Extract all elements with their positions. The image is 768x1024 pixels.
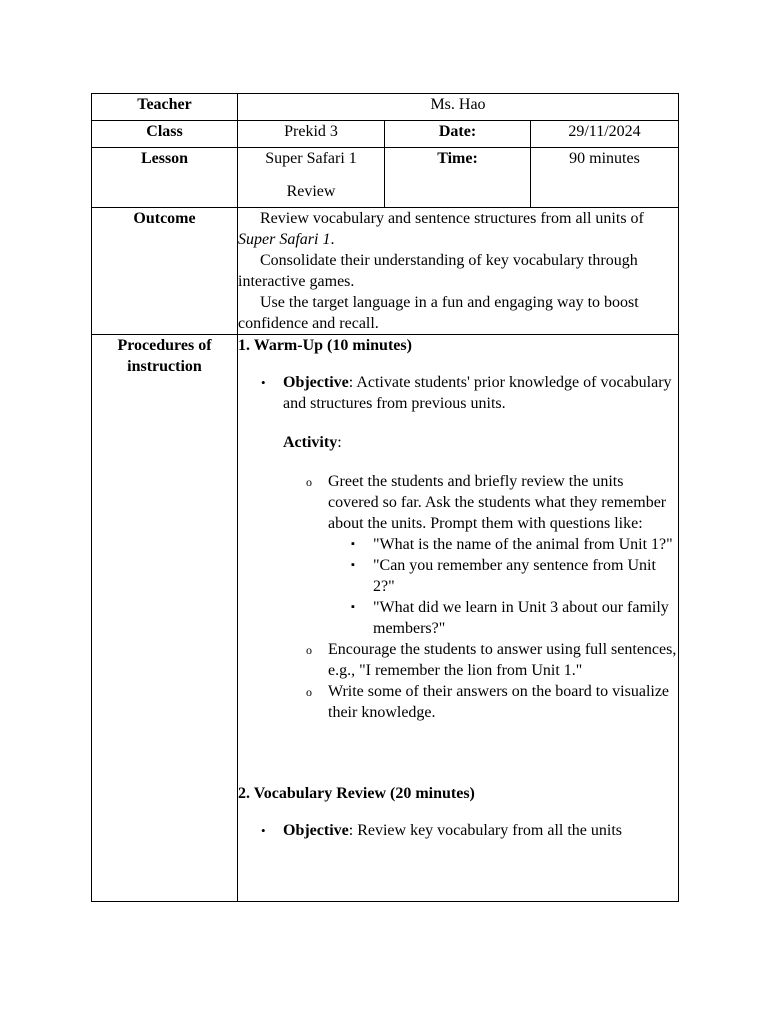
activity-step: o Write some of their answers on the board to visualize their knowledge.	[328, 681, 678, 723]
time-value: 90 minutes	[531, 148, 679, 208]
question-item: ▪ "What is the name of the animal from Unit 1?"	[373, 534, 678, 555]
activity-step: o Greet the students and briefly review the units covered so far. Ask the students what they remember about the units. Prompt them with questions like: ▪ "What is the name of the animal from Unit 1?" ▪ "Can you remember any sentence from Unit 2?" ▪ "What did we learn in Unit 3 about our family members?"	[328, 471, 678, 639]
spacer	[238, 723, 678, 769]
lesson-row	[92, 148, 679, 208]
outcome-item-1: Review vocabulary and sentence structures from all units of Super Safari 1.	[238, 210, 644, 248]
lesson-title: Super Safari 1	[265, 150, 357, 167]
outcome-label: Outcome	[92, 208, 238, 335]
procedures-row	[92, 335, 679, 902]
outcome-row	[92, 208, 679, 335]
class-row	[92, 121, 679, 148]
question-list	[328, 534, 678, 639]
section-1-list	[238, 372, 678, 723]
time-label: Time:	[385, 148, 531, 208]
outcome-content	[238, 208, 679, 335]
objective-item: • Objective: Activate students' prior knowledge of vocabulary and structures from previous units. Activity: o Greet the students and briefly review the units covered so far. Ask the students what they remember about the units. Prompt them with questions like: ▪ "What is the name of the animal from Unit 1?" ▪ "Can you remember any sentence from Unit 2?" ▪ "What did we learn in Unit 3 about our family members?" o Encourage the students to answer using full sentences, e.g., "I remember the lion from Unit 1." o Write some of their answers on the board to visualize their knowledge.	[283, 372, 678, 723]
teacher-label: Teacher	[92, 94, 238, 121]
activity-steps	[283, 471, 678, 723]
outcome-item-3: Use the target language in a fun and engaging way to boost confidence and recall.	[238, 294, 639, 332]
class-label: Class	[92, 121, 238, 148]
lesson-subtitle: Review	[286, 183, 336, 200]
class-value: Prekid 3	[238, 121, 385, 148]
question-item: ▪ "Can you remember any sentence from Unit 2?"	[373, 555, 678, 597]
date-label: Date:	[385, 121, 531, 148]
section-2-heading: 2. Vocabulary Review (20 minutes)	[238, 785, 475, 802]
date-value: 29/11/2024	[531, 121, 679, 148]
activity-label: Activity:	[283, 434, 342, 451]
activity-step: o Encourage the students to answer using full sentences, e.g., "I remember the lion from Unit 1."	[328, 639, 678, 681]
lesson-plan-table	[91, 93, 679, 902]
procedures-content	[238, 335, 679, 902]
teacher-row	[92, 94, 679, 121]
question-item: ▪ "What did we learn in Unit 3 about our family members?"	[373, 597, 678, 639]
section-1-heading: 1. Warm-Up (10 minutes)	[238, 337, 412, 354]
outcome-item-2: Consolidate their understanding of key vocabulary through interactive games.	[238, 252, 638, 290]
procedures-label: Procedures of instruction	[92, 335, 238, 902]
lesson-value	[238, 148, 385, 208]
section-2-list	[238, 820, 678, 841]
objective-item: • Objective: Review key vocabulary from all the units	[283, 820, 678, 841]
lesson-label: Lesson	[92, 148, 238, 208]
teacher-value: Ms. Hao	[238, 94, 679, 121]
